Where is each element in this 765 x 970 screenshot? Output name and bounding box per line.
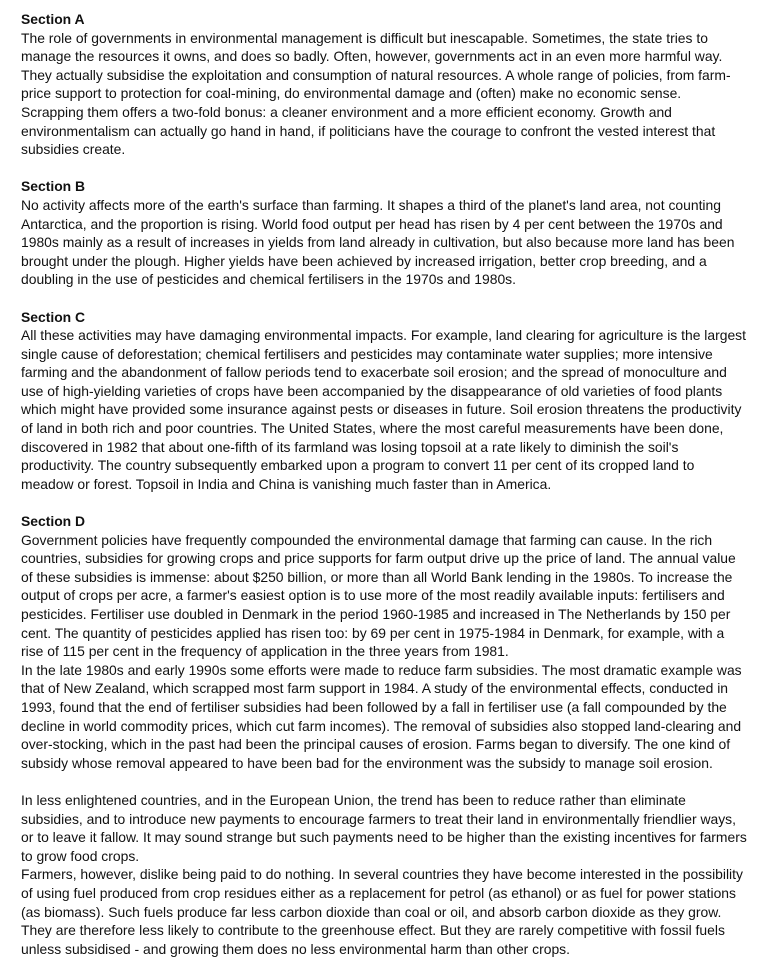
section-a	[21, 10, 747, 159]
section-heading: Section C	[21, 308, 86, 325]
closing-paragraph: Farmers, however, dislike being paid to do nothing. In several countries they have become interested in the possibility of using fuel produced from crop residues either as a replacement for petrol (as ethanol) or as fuel for power stations (as biomass). Such fuels produce far less carbon dioxide than coal or oil, and absorb carbon dioxide as they grow. They are therefore less likely to contribute to the greenhouse effect. But they are rarely competitive with fossil fuels unless subsidised - and growing them does no less environmental harm than other crops.	[21, 866, 743, 957]
section-paragraph: All these activities may have damaging environmental impacts. For example, land clearing for agriculture is the largest single cause of deforestation; chemical fertilisers and pesticides may contaminate water supplies; more intensive farming and the abandonment of fallow periods tend to exacerbate soil erosion; and the spread of monoculture and use of high-yielding varieties of crops have been accompanied by the disappearance of old varieties of food plants which might have provided some insurance against pests or diseases in future. Soil erosion threatens the productivity of land in both rich and poor countries. The United States, where the most careful measurements have been done, discovered in 1982 that about one-fifth of its farmland was losing topsoil at a rate likely to diminish the soil's productivity. The country subsequently embarked upon a program to convert 11 per cent of its cropped land to meadow or forest. Topsoil in India and China is vanishing much faster than in America.	[21, 327, 746, 492]
section-paragraph: The role of governments in environmental management is difficult but inescapable. Sometimes, the state tries to manage the resources it owns, and does so badly. Often, however, governments act in an even more harmful way. They actually subsidise the exploitation and consumption of natural resources. A whole range of policies, from farm-price support to protection for coal-mining, do environmental damage and (often) make no economic sense. Scrapping them offers a two-fold bonus: a cleaner environment and a more efficient economy. Growth and environmentalism can actually go hand in hand, if politicians have the courage to confront the vested interest that subsidies create.	[21, 29, 731, 158]
closing-paragraph: In less enlightened countries, and in the European Union, the trend has been to reduce rather than eliminate subsidies, and to introduce new payments to encourage farmers to treat their land in environmentally friendlier ways, or to leave it fallow. It may sound strange but such payments need to be higher than the existing incentives for farmers to grow food crops.	[21, 791, 747, 864]
section-c	[21, 308, 747, 494]
closing-text	[21, 791, 747, 958]
section-heading: Section A	[21, 11, 85, 27]
section-heading: Section B	[21, 178, 86, 195]
section-paragraph: No activity affects more of the earth's surface than farming. It shapes a third of the planet's land area, not counting Antarctica, and the proportion is rising. World food output per head has risen by 4 per cent between the 1970s and 1980s mainly as a result of increases in yields from land already in cultivation, but also because more land has been brought under the plough. Higher yields have been achieved by increased irrigation, better crop breeding, and a doubling in the use of pesticides and chemical fertilisers in the 1970s and 1980s.	[21, 196, 735, 288]
section-paragraph: Government policies have frequently compounded the environmental damage that farming can cause. In the rich countries, subsidies for growing crops and price supports for farm output drive up the price of land. The annual value of these subsidies is immense: about $250 billion, or more than all World Bank lending in the 1980s. To increase the output of crops per acre, a farmer's easiest option is to use more of the most readily available inputs: fertilisers and pesticides. Fertiliser use doubled in Denmark in the period 1960-1985 and increased in The Netherlands by 150 per cent. The quantity of pesticides applied has risen too: by 69 per cent in 1975-1984 in Denmark, for example, with a rise of 115 per cent in the frequency of application in the three years from 1981.	[21, 531, 736, 660]
section-b	[21, 177, 747, 289]
section-heading: Section D	[21, 513, 86, 530]
section-d	[21, 512, 747, 772]
section-paragraph: In the late 1980s and early 1990s some efforts were made to reduce farm subsidies. The most dramatic example was that of New Zealand, which scrapped most farm support in 1984. A study of the environmental effects, conducted in 1993, found that the end of fertiliser subsidies had been followed by a fall in fertiliser use (a fall compounded by the decline in world commodity prices, which cut farm incomes). The removal of subsidies also stopped land-clearing and over-stocking, which in the past had been the principal causes of erosion. Farms began to diversify. The one kind of subsidy whose removal appeared to have been bad for the environment was the subsidy to manage soil erosion.	[21, 661, 742, 771]
